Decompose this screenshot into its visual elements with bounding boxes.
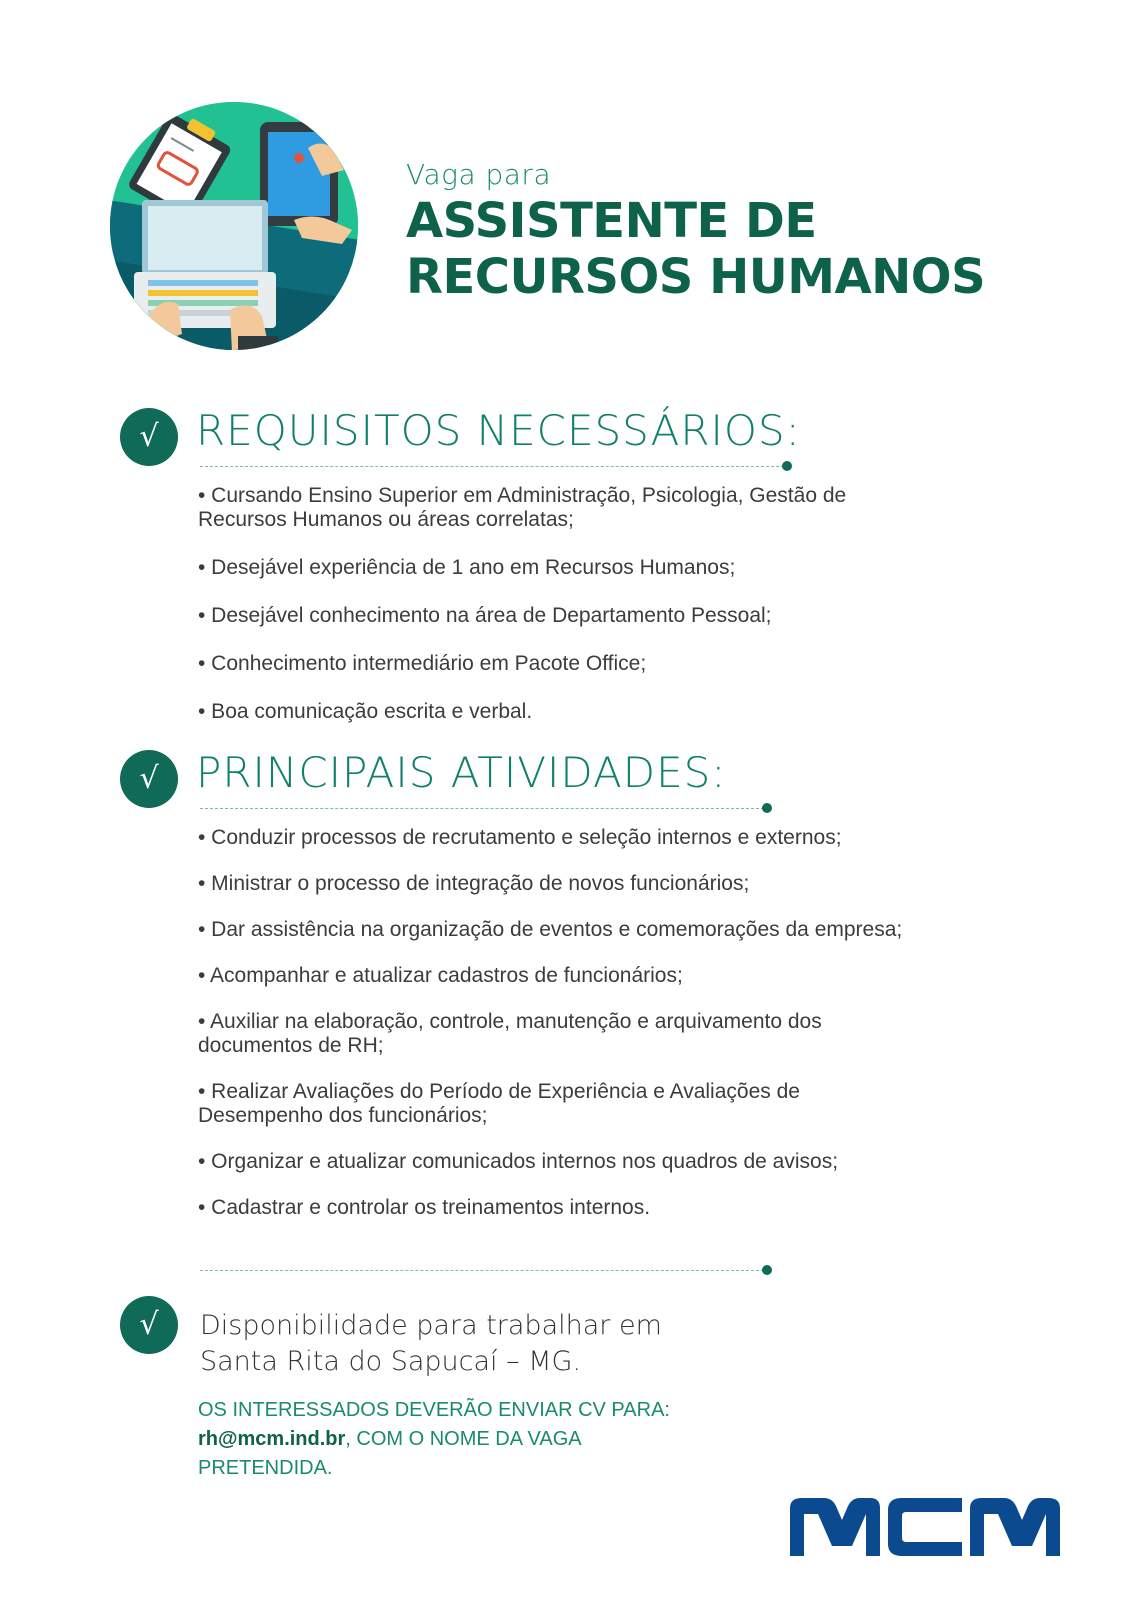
availability-text	[200, 1308, 662, 1380]
divider-dot	[762, 803, 772, 813]
check-icon: √	[120, 1296, 178, 1354]
mcm-logo	[790, 1498, 1060, 1556]
list-item: • Organizar e atualizar comunicados internos nos quadros de avisos;	[198, 1150, 839, 1173]
list-item: • Desejável conhecimento na área de Departamento Pessoal;	[198, 604, 772, 627]
job-title	[406, 193, 985, 305]
list-item: • Desejável experiência de 1 ano em Recursos Humanos;	[198, 556, 736, 579]
list-item: • Ministrar o processo de integração de novos funcionários;	[198, 872, 750, 895]
office-illustration	[108, 100, 360, 352]
requisitos-list	[198, 484, 918, 724]
header	[406, 158, 985, 305]
list-item: • Auxiliar na elaboração, controle, manutenção e arquivamento dos documentos de RH;	[198, 1010, 822, 1057]
list-item: • Realizar Avaliações do Período de Experiência e Avaliações de Desempenho dos funcionários;	[198, 1080, 800, 1127]
application-instructions	[198, 1396, 670, 1483]
section-divider	[200, 466, 784, 467]
section-divider	[200, 1270, 764, 1271]
cta-line-1: OS INTERESSADOS DEVERÃO ENVIAR CV PARA:	[198, 1399, 670, 1421]
requisitos-title: REQUISITOS NECESSÁRIOS:	[196, 406, 801, 455]
check-icon: √	[120, 408, 178, 466]
job-title-line-1: ASSISTENTE DE	[406, 193, 817, 249]
availability-line-2: Santa Rita do Sapucaí – MG.	[200, 1346, 582, 1377]
divider-dot	[782, 461, 792, 471]
atividades-list	[198, 826, 903, 1220]
atividades-title: PRINCIPAIS ATIVIDADES:	[196, 748, 727, 797]
divider-dot	[762, 1265, 772, 1275]
list-item: • Acompanhar e atualizar cadastros de funcionários;	[198, 964, 683, 987]
cta-line-2: , COM O NOME DA VAGA	[345, 1428, 582, 1450]
availability-line-1: Disponibilidade para trabalhar em	[200, 1310, 662, 1341]
list-item: • Cursando Ensino Superior em Administração, Psicologia, Gestão de Recursos Humanos ou áreas correlatas;	[198, 484, 847, 531]
section-divider	[200, 808, 764, 809]
check-icon: √	[120, 750, 178, 808]
list-item: • Boa comunicação escrita e verbal.	[198, 700, 533, 723]
cta-line-3: PRETENDIDA.	[198, 1457, 333, 1479]
job-subtitle: Vaga para	[406, 158, 552, 191]
list-item: • Dar assistência na organização de eventos e comemorações da empresa;	[198, 918, 903, 941]
email-link[interactable]: rh@mcm.ind.br	[198, 1428, 346, 1450]
list-item: • Cadastrar e controlar os treinamentos internos.	[198, 1196, 651, 1219]
list-item: • Conhecimento intermediário em Pacote Office;	[198, 652, 647, 675]
list-item: • Conduzir processos de recrutamento e seleção internos e externos;	[198, 826, 842, 849]
job-title-line-2: RECURSOS HUMANOS	[406, 249, 986, 305]
